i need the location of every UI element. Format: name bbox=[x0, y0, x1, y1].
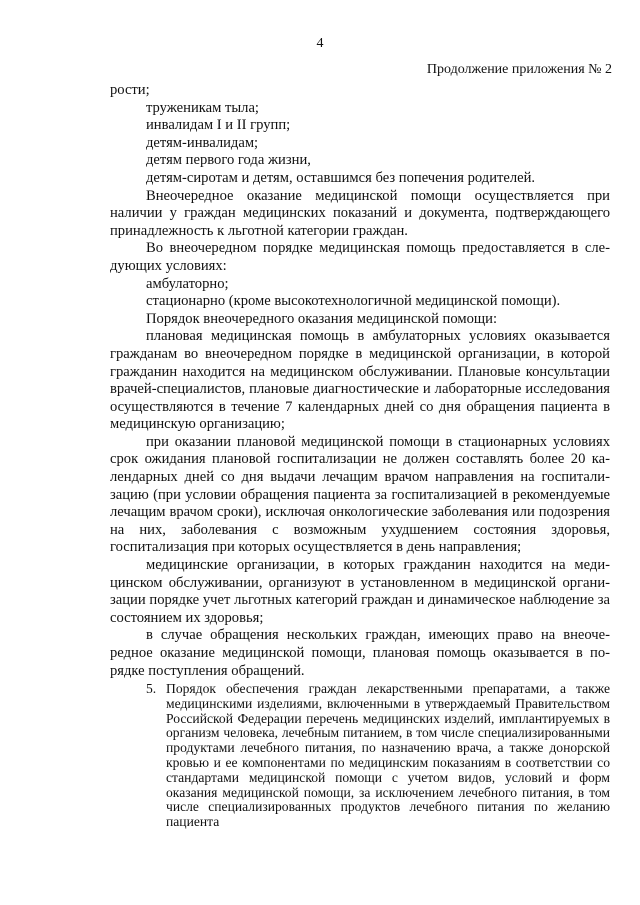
section-5 bbox=[146, 682, 610, 830]
paragraph: в случае обращения нескольких граждан, имеющих право на внеочередное оказание медицинской помощи, плановая помощь оказывается в порядке поступления обращений. bbox=[110, 627, 610, 679]
list-item: труженикам тыла; bbox=[146, 99, 259, 116]
section-text: Порядок обеспечения граждан лекарственными препаратами, а также медицинскими изделиями, включенными в утверждаемый Правительством Российской Федерации перечень медицинских изделий, имплантируемых в организм человека, лечебным питанием, в том числе специализированными продуктами лечебного питания, по назначению врача, а также донорской кровью и ее компонентами по медицинским показаниям в соответствии со стандартами медицинской помощи с учетом видов, условий и форм оказания медицинской помощи, за исключением лечебного питания, в том числе специализированных продуктов лечебного питания по желанию пациента bbox=[166, 681, 610, 830]
paragraph: плановая медицинская помощь в амбулаторных условиях оказывается гражданам во внеочередном порядке в медицинской организации, в которой гражданин находится на медицинском обслуживании. Плановые консультации врачей-специалистов, плановые диагностические и лабораторные исследования осуществляются в течение 7 календарных дней со дня обращения пациента в медицинскую организацию; bbox=[110, 328, 610, 433]
paragraph: Порядок внеочередного оказания медицинской помощи: bbox=[146, 310, 497, 327]
list-item: стационарно (кроме высокотехнологичной медицинской помощи). bbox=[146, 293, 561, 310]
paragraph: Во внеочередном порядке медицинская помощь предоставляется в следующих условиях: bbox=[110, 240, 610, 274]
list-item: детям-сиротам и детям, оставшимся без попечения родителей. bbox=[146, 169, 536, 186]
list-item: амбулаторно; bbox=[146, 275, 229, 292]
list-item: детям-инвалидам; bbox=[146, 134, 259, 151]
paragraph: рости; bbox=[110, 82, 150, 98]
page-number: 4 bbox=[316, 36, 324, 51]
section-number: 5. bbox=[146, 681, 157, 696]
appendix-continuation-note: Продолжение приложения № 2 bbox=[426, 62, 612, 77]
paragraph: медицинские организации, в которых гражданин находится на медицинском обслуживании, организуют в установленном в медицинской организации порядке учет льготных категорий граждан и динамическое наблюдение за состоянием их здоровья; bbox=[110, 557, 610, 626]
list-item: детям первого года жизни, bbox=[146, 152, 311, 169]
document-body bbox=[110, 82, 610, 680]
paragraph: при оказании плановой медицинской помощи в стационарных условиях срок ожидания плановой госпитализации не должен составлять более 20 календарных дней со дня выдачи лечащим врачом направления на госпитализацию (при условии обращения пациента за госпитализацией в рекомендуемые лечащим врачом сроки), исключая онкологические заболевания или подозрения на них, заболевания с возможным ухудшением состояния здоровья, госпитализация при которых осуществляется в день направления; bbox=[110, 433, 610, 556]
paragraph: Внеочередное оказание медицинской помощи осуществляется при наличии у граждан медицинских показаний и документа, подтверждающего принадлежность к льготной категории граждан. bbox=[110, 187, 610, 239]
list-item: инвалидам I и II групп; bbox=[146, 117, 291, 134]
